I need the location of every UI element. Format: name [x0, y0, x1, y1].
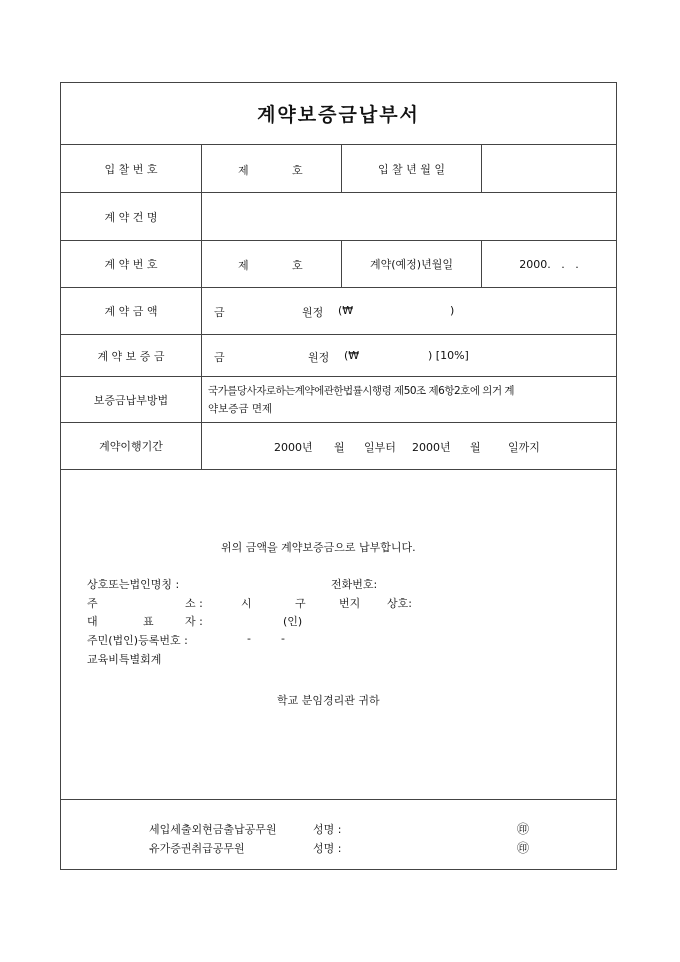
contract-amount-won-close: )	[450, 304, 455, 317]
bid-number-je: 제	[238, 164, 249, 177]
contract-deposit-wonjeong: 원정	[308, 351, 330, 364]
bid-date-value[interactable]	[481, 145, 616, 192]
contract-number-je: 제	[238, 259, 249, 272]
payment-method-label: 보증금납부방법	[93, 393, 169, 407]
official-1-seal: ㊞	[517, 822, 530, 836]
payment-method-value[interactable]	[201, 377, 616, 422]
bid-number-label: 입 찰 번 호	[104, 162, 158, 176]
representative-seal: (인)	[283, 615, 303, 628]
contract-amount-label: 계 약 금 액	[104, 305, 158, 318]
contract-name-label: 계 약 건 명	[104, 210, 158, 224]
company-name-label: 상호또는법인명칭 :	[87, 578, 180, 591]
account-name: 교육비특별회계	[87, 653, 162, 666]
contract-amount-won-open: (₩	[338, 304, 354, 317]
title-row	[61, 83, 616, 145]
address-gu: 구	[295, 597, 306, 610]
bid-date-label: 입 찰 년 월 일	[341, 145, 481, 192]
registration-dash1: -	[247, 632, 251, 645]
declaration-block	[61, 470, 616, 800]
period-end-day: 일까지	[508, 441, 540, 454]
declaration-statement: 위의 금액을 계약보증금으로 납부합니다.	[221, 541, 416, 554]
contract-amount-wonjeong: 원정	[302, 306, 324, 319]
period-value[interactable]	[201, 423, 616, 469]
address-si: 시	[241, 597, 252, 610]
officials-block	[61, 800, 616, 869]
contract-deposit-value[interactable]	[201, 335, 616, 376]
contract-deposit-won-close: ) [10%]	[428, 349, 469, 362]
address-ju: 주	[87, 597, 98, 610]
contract-amount-row	[61, 288, 616, 335]
period-end-month: 월	[470, 441, 481, 454]
contract-number-value[interactable]	[201, 241, 341, 287]
address-so: 소 :	[185, 597, 203, 610]
contract-number-ho: 호	[292, 259, 303, 272]
contract-number-row	[61, 241, 616, 288]
bid-number-row	[61, 145, 616, 193]
bid-number-ho: 호	[292, 164, 303, 177]
address-beonji: 번지	[339, 597, 361, 610]
contract-deposit-row	[61, 335, 616, 377]
deposit-form	[60, 82, 617, 870]
period-start-year: 2000년	[274, 441, 313, 454]
contract-deposit-won-open: (₩	[344, 349, 360, 362]
registration-label: 주민(법인)등록번호 :	[87, 634, 188, 647]
contract-name-row	[61, 193, 616, 241]
official-2-name-label: 성명 :	[313, 842, 342, 855]
official-1-name-label: 성명 :	[313, 823, 342, 836]
period-end-year: 2000년	[412, 441, 451, 454]
official-2-seal: ㊞	[517, 841, 530, 855]
contract-amount-value[interactable]	[201, 288, 616, 334]
representative-pyo: 표	[143, 615, 154, 628]
payment-method-row	[61, 377, 616, 423]
contract-deposit-geum: 금	[214, 351, 225, 364]
registration-dash2: -	[281, 632, 285, 645]
address-sangho: 상호:	[387, 597, 412, 610]
payment-method-line2: 약보증금 면제	[208, 402, 273, 415]
phone-label: 전화번호:	[331, 578, 378, 591]
period-row	[61, 423, 616, 470]
official-2-title: 유가증권취급공무원	[149, 842, 245, 855]
contract-date-label: 계약(예정)년월일	[341, 241, 481, 287]
period-start-day: 일부터	[364, 441, 396, 454]
contract-number-label: 계 약 번 호	[104, 258, 158, 271]
contract-amount-geum: 금	[214, 306, 225, 319]
official-1-title: 세입세출외현금출납공무원	[149, 823, 277, 836]
addressee: 학교 분임경리관 귀하	[277, 694, 380, 707]
bid-number-value[interactable]	[201, 145, 341, 192]
period-start-month: 월	[334, 441, 345, 454]
period-label: 계약이행기간	[99, 440, 163, 453]
payment-method-line1: 국가를당사자로하는계약에관한법률시행령 제50조 제6항2호에 의거 계	[208, 384, 515, 397]
representative-dae: 대	[87, 615, 98, 628]
contract-date-value[interactable]: 2000. . .	[481, 241, 616, 287]
contract-name-value[interactable]	[201, 193, 616, 240]
representative-ja: 자 :	[185, 615, 203, 628]
contract-deposit-label: 계 약 보 증 금	[97, 349, 165, 363]
form-title: 계약보증금납부서	[257, 104, 420, 126]
